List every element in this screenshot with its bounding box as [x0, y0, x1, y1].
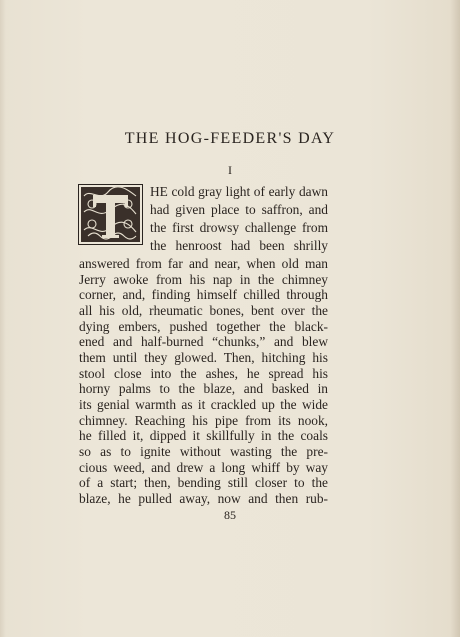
text-line: all his old, rheumatic bones, bent over the [79, 303, 328, 318]
text-line: chimney. Reaching his pipe from its nook, [79, 413, 328, 428]
text-line: the henroost had been shrilly [150, 238, 328, 253]
text-line: stool close into the ashes, he spread his [79, 366, 328, 381]
page-number: 85 [224, 508, 236, 522]
page-shadow-right [450, 0, 460, 637]
page-shadow-left [0, 0, 6, 637]
text-line: horny palms to the blaze, and basked in [79, 381, 328, 396]
chapter-title: THE HOG-FEEDER'S DAY [124, 130, 336, 147]
text-line: cious weed, and drew a long whiff by way [79, 460, 328, 475]
text-line: answered from far and near, when old man [79, 256, 328, 271]
ornamental-initial-icon [78, 184, 143, 245]
text-line: Jerry awoke from his nap in the chimney [79, 272, 328, 287]
text-line: ened and half-burned “chunks,” and blew [79, 334, 328, 349]
text-line: the first drowsy challenge from [150, 220, 328, 235]
text-line: its genial warmth as it crackled up the wide [79, 397, 328, 412]
text-line: he filled it, dipped it skillfully in the coals [79, 428, 328, 443]
text-line: HE cold gray light of early dawn [150, 184, 328, 199]
text-line: dying embers, pushed together the black- [79, 319, 328, 334]
text-line: them until they glowed. Then, hitching his [79, 350, 328, 365]
text-line: corner, and, finding himself chilled through [79, 287, 328, 302]
text-line: of a start; then, bending still closer to the [79, 475, 328, 490]
text-line: had given place to saffron, and [150, 202, 328, 217]
text-line: so as to ignite without wasting the pre- [79, 444, 328, 459]
text-line: blaze, he pulled away, now and then rub- [79, 491, 328, 506]
section-numeral: I [228, 163, 232, 177]
